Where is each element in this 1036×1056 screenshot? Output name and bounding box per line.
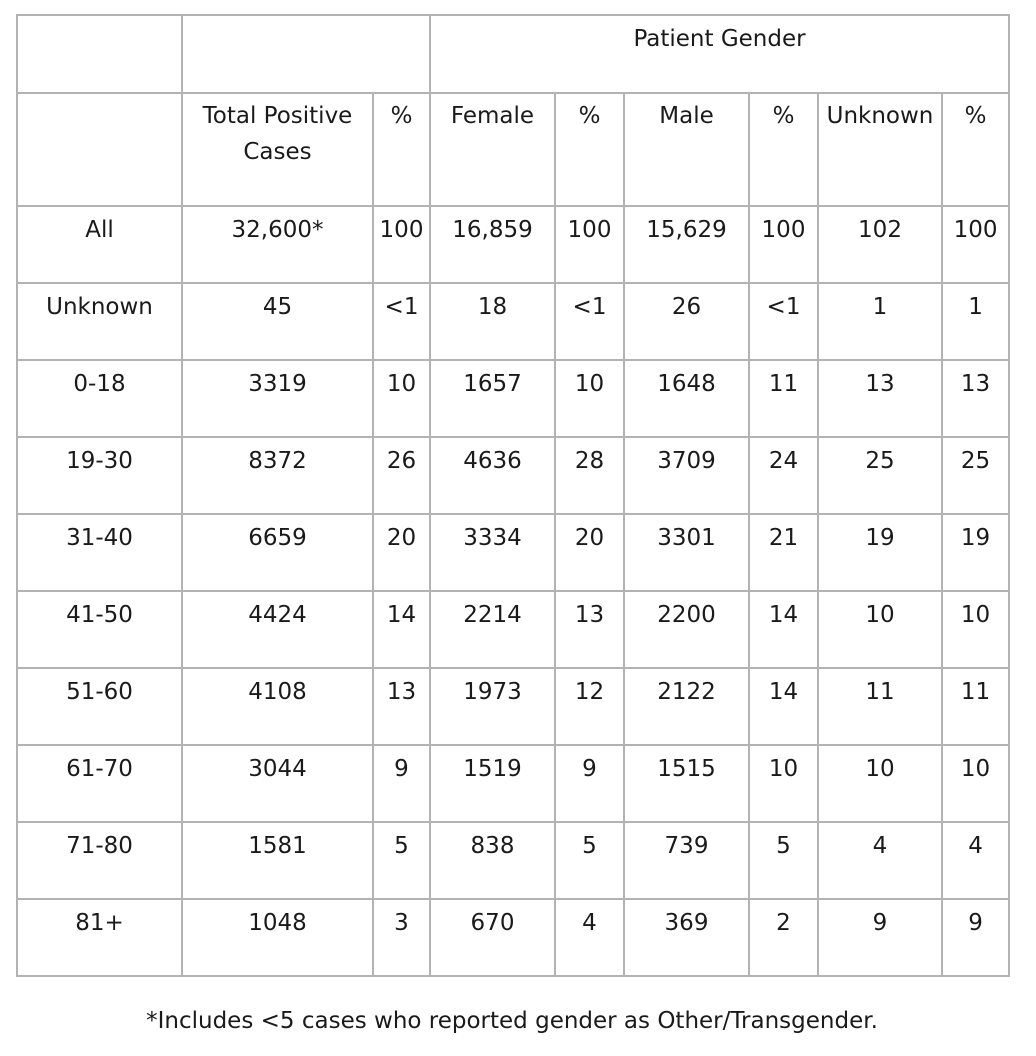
empty-label-header — [17, 93, 182, 206]
column-header: Unknown — [818, 93, 942, 206]
column-header: % — [942, 93, 1009, 206]
table-cell: 19 — [818, 514, 942, 591]
table-cell: 10 — [818, 591, 942, 668]
row-label: 41-50 — [17, 591, 182, 668]
patient-gender-header: Patient Gender — [430, 15, 1009, 93]
table-cell: 13 — [555, 591, 624, 668]
table-cell: 18 — [430, 283, 555, 360]
table-cell: 4424 — [182, 591, 373, 668]
column-header: % — [555, 93, 624, 206]
table-cell: 1519 — [430, 745, 555, 822]
table-row — [17, 437, 1009, 514]
table-cell: 670 — [430, 899, 555, 976]
table-row — [17, 514, 1009, 591]
table-cell: <1 — [555, 283, 624, 360]
table-cell: 9 — [818, 899, 942, 976]
table-cell: 838 — [430, 822, 555, 899]
table-cell: 26 — [373, 437, 430, 514]
table-cell: 25 — [818, 437, 942, 514]
table-cell: 15,629 — [624, 206, 749, 283]
row-label: 0-18 — [17, 360, 182, 437]
row-label: All — [17, 206, 182, 283]
table-cell: 369 — [624, 899, 749, 976]
table-row — [17, 745, 1009, 822]
table-cell: 1048 — [182, 899, 373, 976]
table-cell: 9 — [373, 745, 430, 822]
table-cell: 4108 — [182, 668, 373, 745]
table-cell: 739 — [624, 822, 749, 899]
column-header: Total Positive Cases — [182, 93, 373, 206]
table-cell: 3 — [373, 899, 430, 976]
table-cell: 1657 — [430, 360, 555, 437]
table-cell: 10 — [818, 745, 942, 822]
table-cell: 4 — [555, 899, 624, 976]
table-cell: 14 — [373, 591, 430, 668]
table-cell: 19 — [942, 514, 1009, 591]
table-cell: 45 — [182, 283, 373, 360]
table-row — [17, 668, 1009, 745]
empty-header-cell — [182, 15, 430, 93]
column-header: Male — [624, 93, 749, 206]
table-cell: 2122 — [624, 668, 749, 745]
table-cell: 9 — [555, 745, 624, 822]
table-cell: 10 — [942, 745, 1009, 822]
row-label: 61-70 — [17, 745, 182, 822]
table-row — [17, 360, 1009, 437]
table-cell: 1581 — [182, 822, 373, 899]
table-cell: 24 — [749, 437, 818, 514]
table-cell: 3709 — [624, 437, 749, 514]
row-label: 51-60 — [17, 668, 182, 745]
table-cell: 3044 — [182, 745, 373, 822]
table-cell: 9 — [942, 899, 1009, 976]
table-cell: 32,600* — [182, 206, 373, 283]
table-row — [17, 822, 1009, 899]
table-cell: 20 — [373, 514, 430, 591]
table-cell: 1 — [818, 283, 942, 360]
table-cell: 16,859 — [430, 206, 555, 283]
table-row — [17, 899, 1009, 976]
table-cell: 2200 — [624, 591, 749, 668]
table-cell: 10 — [749, 745, 818, 822]
table-cell: 10 — [942, 591, 1009, 668]
table-cell: 2 — [749, 899, 818, 976]
table-cell: 14 — [749, 668, 818, 745]
row-label: 31-40 — [17, 514, 182, 591]
table-cell: 11 — [749, 360, 818, 437]
empty-corner-cell — [17, 15, 182, 93]
row-label: Unknown — [17, 283, 182, 360]
table-cell: 3319 — [182, 360, 373, 437]
table-cell: 25 — [942, 437, 1009, 514]
table-cell: 2214 — [430, 591, 555, 668]
column-header: % — [373, 93, 430, 206]
table-cell: <1 — [749, 283, 818, 360]
table-cell: 14 — [749, 591, 818, 668]
table-row — [17, 283, 1009, 360]
table-cell: 20 — [555, 514, 624, 591]
table-cell: 4 — [818, 822, 942, 899]
row-label: 71-80 — [17, 822, 182, 899]
table-cell: 28 — [555, 437, 624, 514]
table-cell: 8372 — [182, 437, 373, 514]
table-cell: 11 — [942, 668, 1009, 745]
table-cell: 6659 — [182, 514, 373, 591]
table-cell: 100 — [555, 206, 624, 283]
table-cell: 4 — [942, 822, 1009, 899]
table-container — [16, 14, 1010, 977]
table-cell: 100 — [942, 206, 1009, 283]
footnote: *Includes <5 cases who reported gender as Other/Transgender. — [146, 1008, 878, 1034]
table-cell: 102 — [818, 206, 942, 283]
row-label: 19-30 — [17, 437, 182, 514]
table-cell: 4636 — [430, 437, 555, 514]
table-cell: 10 — [373, 360, 430, 437]
table-cell: 3334 — [430, 514, 555, 591]
table-cell: 1973 — [430, 668, 555, 745]
table-cell: 13 — [942, 360, 1009, 437]
row-label: 81+ — [17, 899, 182, 976]
column-header-row — [17, 93, 1009, 206]
group-header-row — [17, 15, 1009, 93]
table-cell: 10 — [555, 360, 624, 437]
table-cell: 1648 — [624, 360, 749, 437]
table-cell: 26 — [624, 283, 749, 360]
table-cell: <1 — [373, 283, 430, 360]
table-cell: 100 — [373, 206, 430, 283]
column-header: % — [749, 93, 818, 206]
table-cell: 5 — [749, 822, 818, 899]
table-cell: 21 — [749, 514, 818, 591]
table-cell: 3301 — [624, 514, 749, 591]
table-cell: 1 — [942, 283, 1009, 360]
table-cell: 5 — [373, 822, 430, 899]
table-cell: 12 — [555, 668, 624, 745]
column-header: Female — [430, 93, 555, 206]
table-cell: 1515 — [624, 745, 749, 822]
table-cell: 13 — [818, 360, 942, 437]
cases-by-age-gender-table — [16, 14, 1010, 977]
table-row — [17, 206, 1009, 283]
table-cell: 5 — [555, 822, 624, 899]
table-cell: 100 — [749, 206, 818, 283]
table-row — [17, 591, 1009, 668]
table-cell: 11 — [818, 668, 942, 745]
table-cell: 13 — [373, 668, 430, 745]
